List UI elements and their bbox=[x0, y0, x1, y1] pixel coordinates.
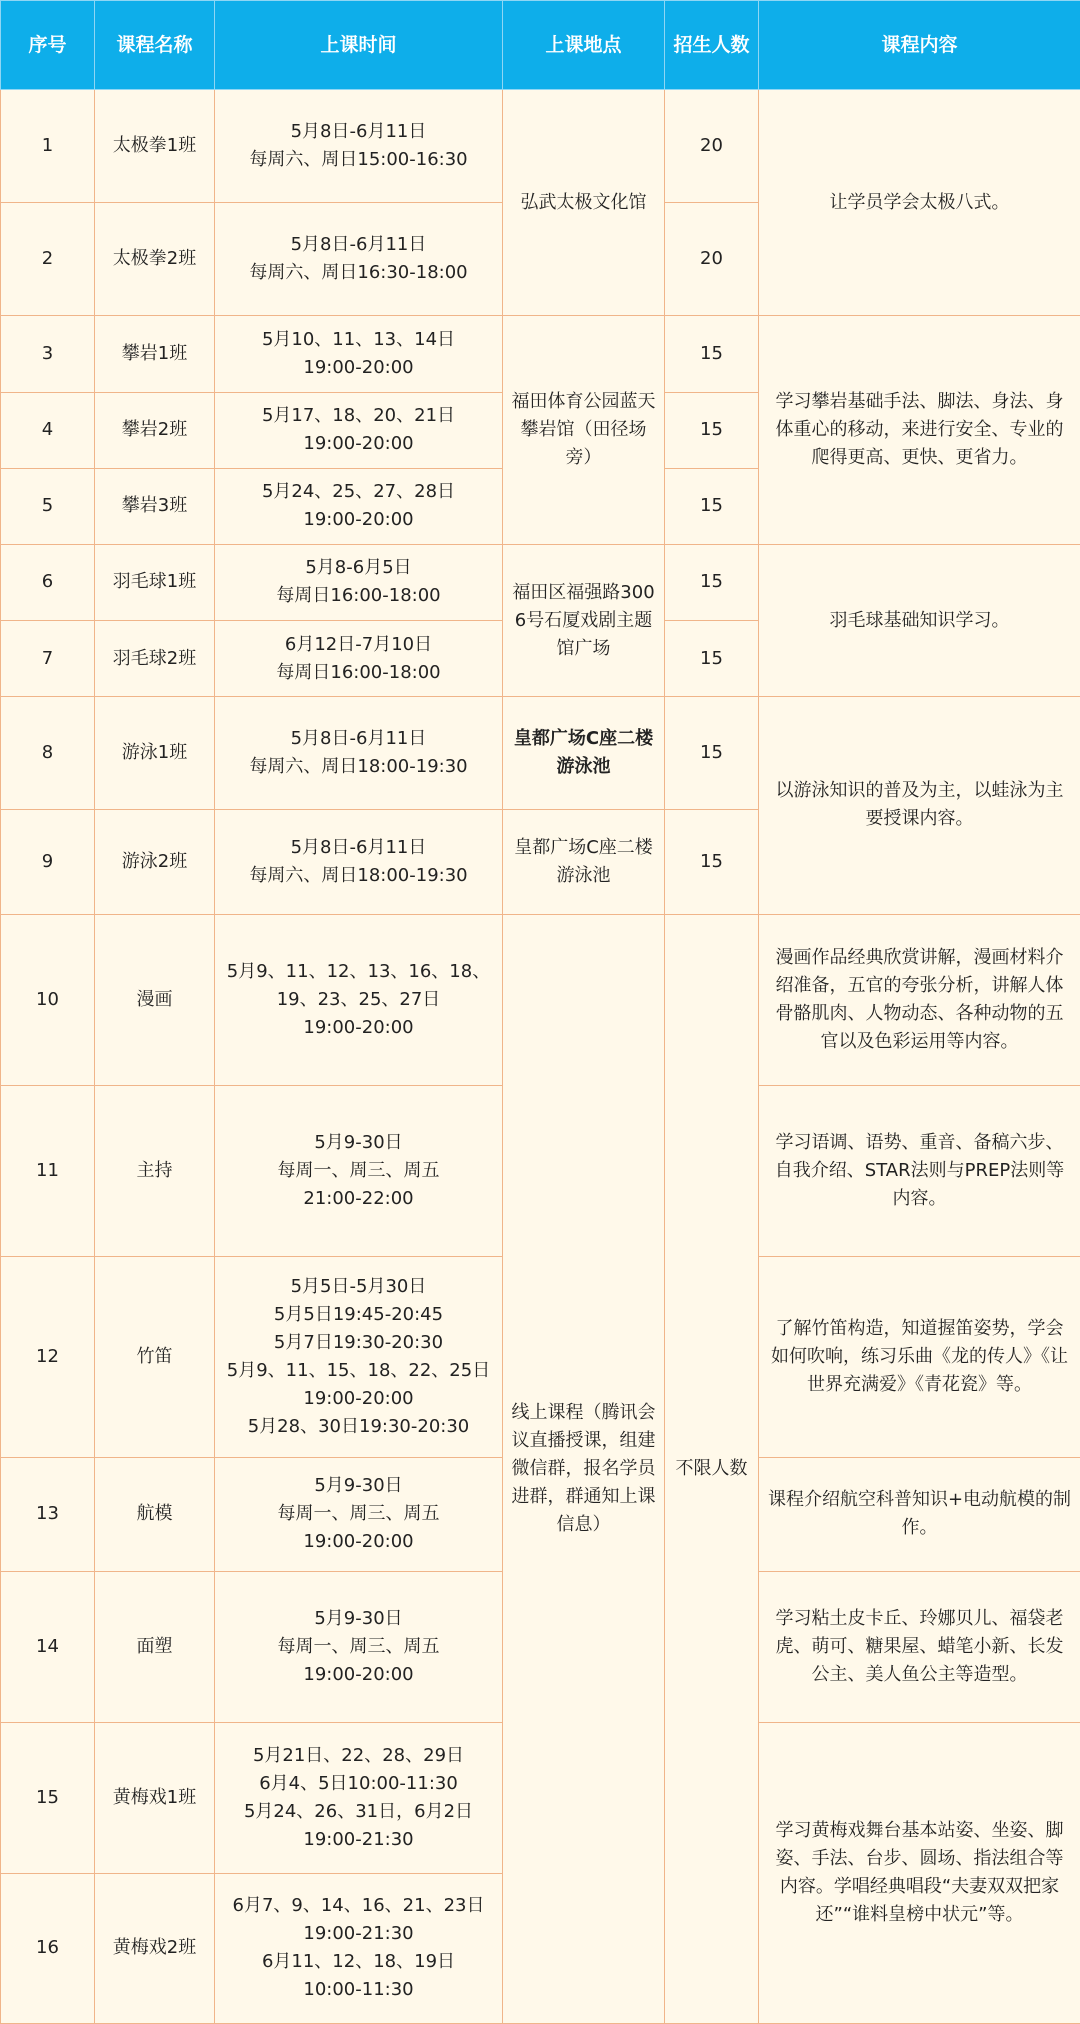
time-line: 5月9-30日 bbox=[314, 1608, 403, 1630]
cell-no: 15 bbox=[1, 1723, 95, 1873]
cell-course-name: 黄梅戏2班 bbox=[95, 1873, 215, 2023]
time-line: 21:00-22:00 bbox=[303, 1188, 414, 1210]
time-line: 每周六、周日18:00-19:30 bbox=[249, 865, 468, 887]
cell-content: 了解竹笛构造，知道握笛姿势，学会如何吹响，练习乐曲《龙的传人》《让世界充满爱》《青花瓷》等。 bbox=[759, 1257, 1080, 1457]
table-row bbox=[1, 697, 1080, 810]
table-row bbox=[1, 544, 1080, 620]
cell-time bbox=[215, 697, 503, 810]
cell-content: 让学员学会太极八式。 bbox=[759, 90, 1080, 316]
cell-course-name: 太极拳2班 bbox=[95, 203, 215, 316]
time-line: 每周日16:00-18:00 bbox=[276, 661, 441, 683]
cell-location: 福田体育公园蓝天攀岩馆（田径场旁） bbox=[503, 316, 665, 544]
cell-no: 3 bbox=[1, 316, 95, 392]
cell-quota: 15 bbox=[665, 468, 759, 544]
cell-quota: 15 bbox=[665, 316, 759, 392]
time-line: 每周一、周三、周五 bbox=[277, 1503, 440, 1525]
table-row bbox=[1, 316, 1080, 392]
time-line: 5月21日、22、28、29日 bbox=[252, 1744, 465, 1766]
cell-no: 14 bbox=[1, 1571, 95, 1722]
time-line: 5月10、11、13、14日 bbox=[261, 329, 456, 351]
cell-content: 漫画作品经典欣赏讲解，漫画材料介绍准备，五官的夸张分析，讲解人体骨骼肌肉、人物动态、各种动物的五官以及色彩运用等内容。 bbox=[759, 914, 1080, 1085]
cell-content: 学习粘土皮卡丘、玲娜贝儿、福袋老虎、萌可、糖果屋、蜡笔小新、长发公主、美人鱼公主等造型。 bbox=[759, 1571, 1080, 1722]
cell-quota: 不限人数 bbox=[665, 914, 759, 2023]
cell-course-name: 太极拳1班 bbox=[95, 90, 215, 203]
cell-no: 11 bbox=[1, 1085, 95, 1256]
time-line: 19:00-20:00 bbox=[303, 1016, 414, 1038]
time-line: 5月9-30日 bbox=[314, 1132, 403, 1154]
cell-time bbox=[215, 544, 503, 620]
cell-content: 以游泳知识的普及为主，以蛙泳为主要授课内容。 bbox=[759, 697, 1080, 914]
header-row bbox=[1, 1, 1080, 90]
header-time: 上课时间 bbox=[215, 1, 503, 90]
cell-location: 弘武太极文化馆 bbox=[503, 90, 665, 316]
time-line: 19:00-20:00 bbox=[303, 509, 414, 531]
header-no: 序号 bbox=[1, 1, 95, 90]
time-line: 每周六、周日18:00-19:30 bbox=[249, 756, 468, 778]
cell-quota: 15 bbox=[665, 392, 759, 468]
header-name: 课程名称 bbox=[95, 1, 215, 90]
cell-no: 9 bbox=[1, 810, 95, 914]
time-line: 6月12日-7月10日 bbox=[284, 633, 433, 655]
cell-content: 羽毛球基础知识学习。 bbox=[759, 544, 1080, 696]
time-line: 5月17、18、20、21日 bbox=[261, 405, 456, 427]
cell-no: 6 bbox=[1, 544, 95, 620]
cell-no: 8 bbox=[1, 697, 95, 810]
cell-no: 12 bbox=[1, 1257, 95, 1457]
cell-course-name: 黄梅戏1班 bbox=[95, 1723, 215, 1873]
header-quota: 招生人数 bbox=[665, 1, 759, 90]
cell-course-name: 羽毛球1班 bbox=[95, 544, 215, 620]
cell-course-name: 面塑 bbox=[95, 1571, 215, 1722]
time-line: 19、23、25、27日 bbox=[276, 988, 441, 1010]
cell-quota: 15 bbox=[665, 810, 759, 914]
time-line: 每周日16:00-18:00 bbox=[276, 585, 441, 607]
cell-content: 课程介绍航空科普知识+电动航模的制作。 bbox=[759, 1457, 1080, 1571]
cell-course-name: 航模 bbox=[95, 1457, 215, 1571]
time-line: 19:00-20:00 bbox=[303, 1664, 414, 1686]
time-line: 10:00-11:30 bbox=[303, 1979, 414, 2001]
time-line: 5月8日-6月11日 bbox=[290, 234, 427, 256]
cell-no: 4 bbox=[1, 392, 95, 468]
cell-time bbox=[215, 621, 503, 697]
time-line: 5月7日19:30-20:30 bbox=[273, 1332, 444, 1354]
cell-time bbox=[215, 810, 503, 914]
cell-location: 福田区福强路3006号石厦戏剧主题馆广场 bbox=[503, 544, 665, 696]
cell-time bbox=[215, 90, 503, 203]
time-line: 每周六、周日16:30-18:00 bbox=[249, 262, 468, 284]
cell-no: 2 bbox=[1, 203, 95, 316]
cell-time bbox=[215, 468, 503, 544]
cell-quota: 15 bbox=[665, 544, 759, 620]
cell-no: 1 bbox=[1, 90, 95, 203]
cell-no: 13 bbox=[1, 1457, 95, 1571]
header-content: 课程内容 bbox=[759, 1, 1080, 90]
time-line: 19:00-20:00 bbox=[303, 357, 414, 379]
cell-no: 16 bbox=[1, 1873, 95, 2023]
cell-time bbox=[215, 392, 503, 468]
time-line: 5月8日-6月11日 bbox=[290, 837, 427, 859]
time-line: 5月9、11、15、18、22、25日 bbox=[226, 1360, 491, 1382]
cell-quota: 15 bbox=[665, 621, 759, 697]
time-line: 5月8日-6月11日 bbox=[290, 728, 427, 750]
time-line: 每周一、周三、周五 bbox=[277, 1160, 440, 1182]
table-row bbox=[1, 914, 1080, 1085]
time-line: 5月24、26、31日，6月2日 bbox=[243, 1800, 474, 1822]
time-line: 6月4、5日10:00-11:30 bbox=[259, 1772, 458, 1794]
time-line: 5月5日19:45-20:45 bbox=[273, 1304, 444, 1326]
header-location: 上课地点 bbox=[503, 1, 665, 90]
time-line: 5月9、11、12、13、16、18、 bbox=[226, 960, 491, 982]
cell-course-name: 漫画 bbox=[95, 914, 215, 1085]
cell-content: 学习黄梅戏舞台基本站姿、坐姿、脚姿、手法、台步、圆场、指法组合等内容。学唱经典唱段“夫妻双双把家还”“谁料皇榜中状元”等。 bbox=[759, 1723, 1080, 2024]
cell-course-name: 攀岩2班 bbox=[95, 392, 215, 468]
time-line: 5月9-30日 bbox=[314, 1475, 403, 1497]
cell-time bbox=[215, 1571, 503, 1722]
cell-content: 学习语调、语势、重音、备稿六步、自我介绍、STAR法则与PREP法则等内容。 bbox=[759, 1085, 1080, 1256]
cell-quota: 20 bbox=[665, 90, 759, 203]
cell-time bbox=[215, 316, 503, 392]
cell-time bbox=[215, 1873, 503, 2023]
cell-course-name: 主持 bbox=[95, 1085, 215, 1256]
cell-content: 学习攀岩基础手法、脚法、身法、身体重心的移动，来进行安全、专业的爬得更高、更快、更省力。 bbox=[759, 316, 1080, 544]
cell-course-name: 攀岩1班 bbox=[95, 316, 215, 392]
time-line: 每周六、周日15:00-16:30 bbox=[249, 149, 468, 171]
cell-quota: 15 bbox=[665, 697, 759, 810]
time-line: 5月24、25、27、28日 bbox=[261, 481, 456, 503]
cell-time bbox=[215, 203, 503, 316]
time-line: 19:00-20:00 bbox=[303, 433, 414, 455]
cell-no: 5 bbox=[1, 468, 95, 544]
cell-time bbox=[215, 1457, 503, 1571]
cell-no: 7 bbox=[1, 621, 95, 697]
cell-time bbox=[215, 1257, 503, 1457]
time-line: 19:00-20:00 bbox=[303, 1531, 414, 1553]
cell-course-name: 羽毛球2班 bbox=[95, 621, 215, 697]
time-line: 每周一、周三、周五 bbox=[277, 1636, 440, 1658]
time-line: 19:00-21:30 bbox=[303, 1828, 414, 1850]
table-row bbox=[1, 90, 1080, 203]
cell-time bbox=[215, 914, 503, 1085]
time-line: 19:00-20:00 bbox=[303, 1388, 414, 1410]
time-line: 19:00-21:30 bbox=[303, 1923, 414, 1945]
cell-course-name: 竹笛 bbox=[95, 1257, 215, 1457]
cell-no: 10 bbox=[1, 914, 95, 1085]
cell-location: 皇都广场C座二楼游泳池 bbox=[503, 810, 665, 914]
time-line: 5月8日-6月11日 bbox=[290, 121, 427, 143]
cell-location: 皇都广场C座二楼游泳池 bbox=[503, 697, 665, 810]
time-line: 5月28、30日19:30-20:30 bbox=[247, 1416, 470, 1438]
cell-course-name: 游泳1班 bbox=[95, 697, 215, 810]
cell-time bbox=[215, 1085, 503, 1256]
cell-course-name: 游泳2班 bbox=[95, 810, 215, 914]
time-line: 5月5日-5月30日 bbox=[290, 1276, 427, 1298]
cell-course-name: 攀岩3班 bbox=[95, 468, 215, 544]
time-line: 6月7、9、14、16、21、23日 bbox=[232, 1895, 485, 1917]
time-line: 5月8-6月5日 bbox=[305, 557, 412, 579]
cell-location: 线上课程（腾讯会议直播授课，组建微信群，报名学员进群，群通知上课信息） bbox=[503, 914, 665, 2023]
time-line: 6月11、12、18、19日 bbox=[261, 1951, 456, 1973]
cell-time bbox=[215, 1723, 503, 1873]
cell-quota: 20 bbox=[665, 203, 759, 316]
